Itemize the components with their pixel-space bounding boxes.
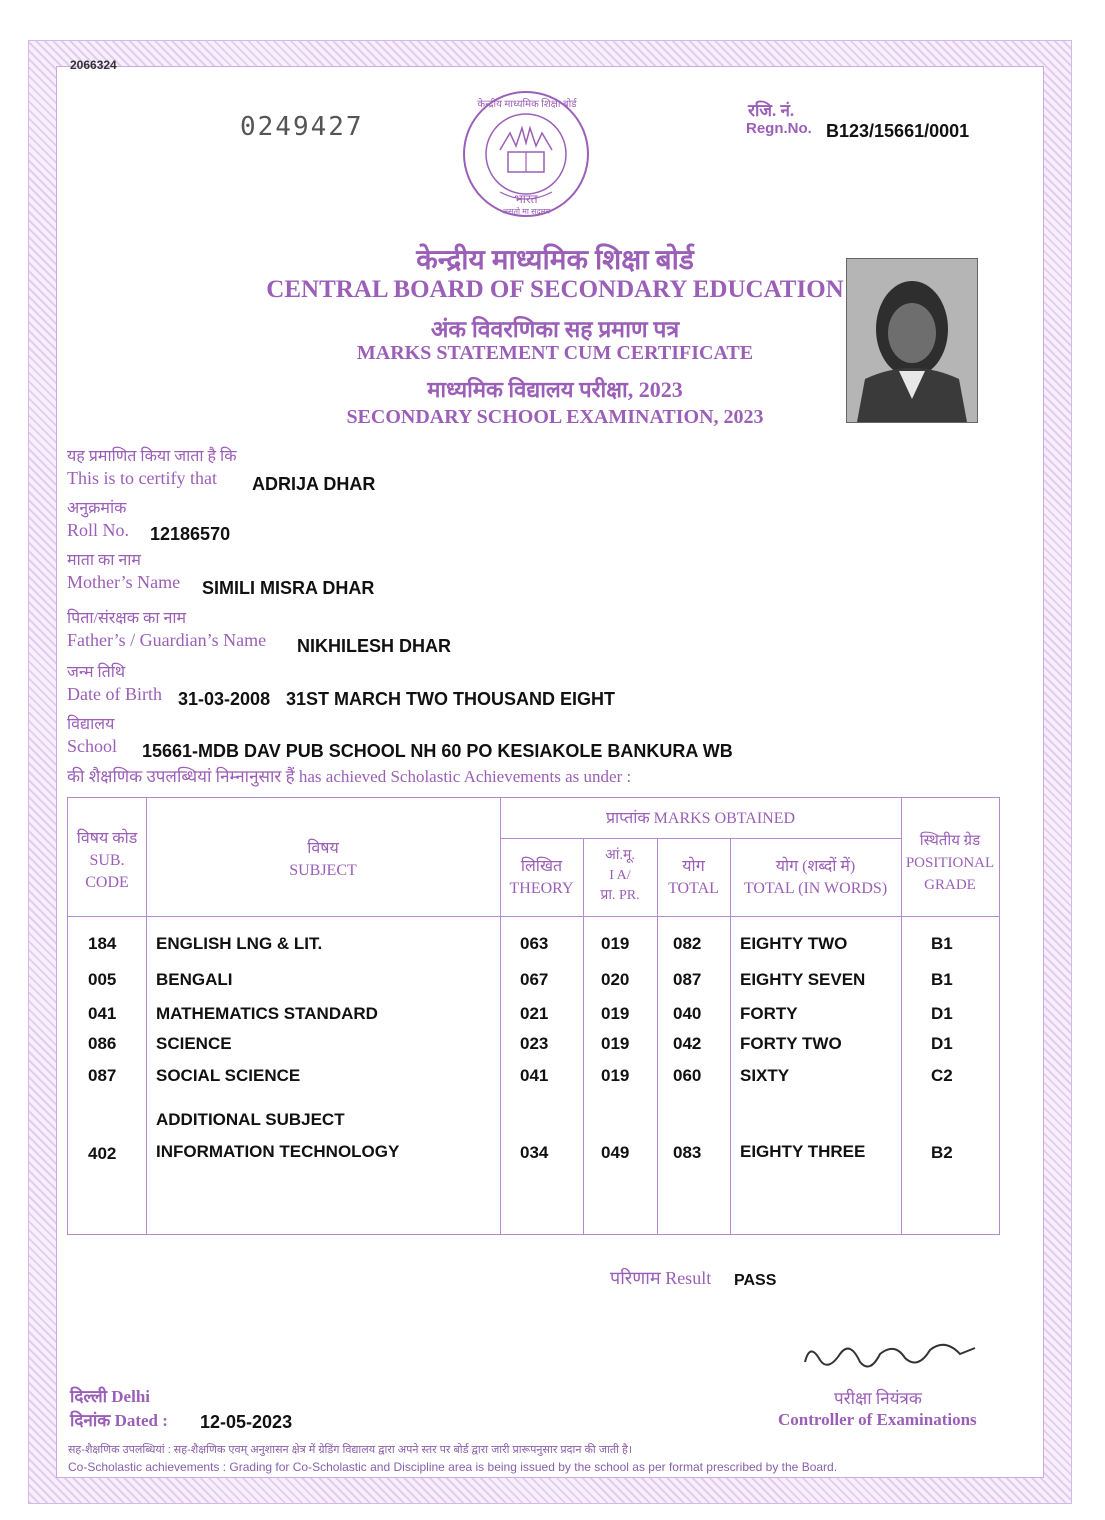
col-subject-hindi: विषय xyxy=(307,840,339,857)
co-scholastic-note-hindi: सह-शैक्षणिक उपलब्धियां : सह-शैक्षणिक एवम् अनुशासन क्षेत्र में ग्रेडिंग विद्यालय द्वारा अपने स्तर पर बोर्ड द्वारा जारी प्रारूपनुसार प्रदान की जाती है। xyxy=(68,1444,633,1456)
col-grade-positional: POSITIONAL xyxy=(905,855,995,871)
col-code-code: CODE xyxy=(85,874,129,891)
row-total: 040 xyxy=(673,1004,702,1023)
emblem-top-text: केन्द्रीय माध्यमिक शिक्षा बोर्ड xyxy=(477,99,577,110)
father-label: Father’s / Guardian’s Name xyxy=(67,630,267,650)
col-theory-hindi: लिखित xyxy=(520,858,563,875)
controller-title-hindi: परीक्षा नियंत्रक xyxy=(834,1389,922,1408)
certificate-number: 0249427 xyxy=(240,112,364,142)
row-subject: BENGALI xyxy=(156,970,233,989)
row-theory: 041 xyxy=(520,1066,549,1085)
row-code: 005 xyxy=(88,970,117,989)
row-code: 087 xyxy=(88,1066,117,1085)
row-theory: 023 xyxy=(520,1034,549,1053)
certify-label-hindi: यह प्रमाणित किया जाता है कि xyxy=(67,448,237,465)
row-theory: 034 xyxy=(520,1143,549,1162)
row-code: 184 xyxy=(88,934,117,953)
result-value: PASS xyxy=(734,1272,777,1289)
school-label: School xyxy=(67,736,118,756)
row-grade: B2 xyxy=(931,1143,953,1162)
father-label-hindi: पिता/संरक्षक का नाम xyxy=(67,610,187,627)
mother-name: SIMILI MISRA DHAR xyxy=(202,578,375,598)
certify-label: This is to certify that xyxy=(67,468,217,488)
row-words: SIXTY xyxy=(740,1066,790,1085)
col-words-label: TOTAL (IN WORDS) xyxy=(743,880,888,897)
father-name: NIKHILESH DHAR xyxy=(297,636,452,656)
exam-title-hindi: माध्यमिक विद्यालय परीक्षा, 2023 xyxy=(427,377,683,402)
regn-number: B123/15661/0001 xyxy=(826,121,970,141)
row-total: 083 xyxy=(673,1143,702,1162)
roll-label: Roll No. xyxy=(67,520,130,540)
additional-subject-label: ADDITIONAL SUBJECT xyxy=(156,1110,345,1129)
col-code-hindi: विषय कोड xyxy=(76,830,138,847)
col-grade-hindi: स्थितीय ग्रेड xyxy=(919,833,981,849)
row-grade: D1 xyxy=(931,1034,953,1053)
board-title: CENTRAL BOARD OF SECONDARY EDUCATION xyxy=(266,276,844,303)
col-code-header xyxy=(68,828,146,894)
row-code: 402 xyxy=(88,1144,117,1163)
row-ia: 019 xyxy=(601,1034,630,1053)
row-ia: 049 xyxy=(601,1143,630,1162)
doc-title-hindi: अंक विवरणिका सह प्रमाण पत्र xyxy=(430,317,680,342)
col-grade-header xyxy=(901,830,999,896)
dob-label: Date of Birth xyxy=(67,684,162,704)
school-name: 15661-MDB DAV PUB SCHOOL NH 60 PO KESIAKOLE BANKURA WB xyxy=(142,741,733,761)
col-total-header xyxy=(657,856,730,900)
dob-value: 31-03-2008 xyxy=(178,689,271,709)
row-subject: MATHEMATICS STANDARD xyxy=(156,1004,378,1023)
row-subject: SOCIAL SCIENCE xyxy=(156,1066,301,1085)
row-grade: B1 xyxy=(931,934,953,953)
row-ia: 019 xyxy=(601,934,630,953)
dob-words: 31ST MARCH TWO THOUSAND EIGHT xyxy=(286,689,616,709)
row-words: EIGHTY THREE xyxy=(740,1142,866,1161)
exam-title: SECONDARY SCHOOL EXAMINATION, 2023 xyxy=(346,406,764,428)
col-code-sub: SUB. xyxy=(89,852,125,869)
co-scholastic-note: Co-Scholastic achievements : Grading for Co-Scholastic and Discipline area is being issued by the school as per format prescribed by the Board. xyxy=(68,1460,838,1474)
col-theory-label: THEORY xyxy=(509,880,574,897)
row-words: FORTY xyxy=(740,1004,798,1023)
row-words: EIGHTY SEVEN xyxy=(740,970,866,989)
row-grade: B1 xyxy=(931,970,953,989)
col-ia-header xyxy=(583,846,657,906)
dated-english: Dated : xyxy=(114,1411,168,1430)
controller-title: Controller of Examinations xyxy=(778,1410,977,1429)
row-words: EIGHTY TWO xyxy=(740,934,848,953)
row-total: 082 xyxy=(673,934,702,953)
col-words-hindi: योग (शब्दों में) xyxy=(775,858,856,875)
student-name: ADRIJA DHAR xyxy=(252,474,376,494)
doc-title: MARKS STATEMENT CUM CERTIFICATE xyxy=(356,342,754,364)
row-code: 041 xyxy=(88,1004,117,1023)
roll-label-hindi: अनुक्रमांक xyxy=(67,500,127,517)
row-code: 086 xyxy=(88,1034,117,1053)
col-ia-label: I A/ xyxy=(609,868,631,883)
row-total: 042 xyxy=(673,1034,702,1053)
col-total-hindi: योग xyxy=(682,858,705,875)
regn-label-hindi: रजि. नं. xyxy=(748,101,795,120)
row-ia: 019 xyxy=(601,1066,630,1085)
row-words: FORTY TWO xyxy=(740,1034,842,1053)
row-subject: SCIENCE xyxy=(156,1034,232,1053)
col-subject-label: SUBJECT xyxy=(289,862,357,879)
col-subject-header xyxy=(146,838,500,882)
achieved-statement: की शैक्षणिक उपलब्धियां निम्नानुसार हैं has achieved Scholastic Achievements as under : xyxy=(67,767,632,786)
dated-label xyxy=(70,1408,168,1431)
col-grade-label: GRADE xyxy=(924,877,976,893)
row-ia: 019 xyxy=(601,1004,630,1023)
place-hindi: दिल्ली xyxy=(70,1387,108,1406)
col-words-header xyxy=(730,856,901,900)
row-ia: 020 xyxy=(601,970,630,989)
col-total-label: TOTAL xyxy=(668,880,719,897)
row-total: 087 xyxy=(673,970,702,989)
place xyxy=(70,1384,150,1407)
col-ia-pr: प्रा. PR. xyxy=(600,888,640,903)
emblem-bharat: भारत xyxy=(514,192,538,206)
student-photo xyxy=(846,258,978,423)
school-label-hindi: विद्यालय xyxy=(67,716,115,733)
serial-number: 2066324 xyxy=(70,58,117,72)
row-total: 060 xyxy=(673,1066,702,1085)
row-grade: C2 xyxy=(931,1066,953,1085)
emblem-motto: असतो मा सद्गमय xyxy=(501,207,551,216)
row-theory: 067 xyxy=(520,970,549,989)
issue-date: 12-05-2023 xyxy=(200,1412,293,1432)
mother-label: Mother’s Name xyxy=(67,572,181,592)
place-english: Delhi xyxy=(111,1387,151,1406)
row-subject: ENGLISH LNG & LIT. xyxy=(156,934,323,953)
marks-obtained-header: प्राप्तांक MARKS OBTAINED xyxy=(605,810,796,827)
dated-hindi: दिनांक xyxy=(70,1411,111,1430)
row-grade: D1 xyxy=(931,1004,953,1023)
mother-label-hindi: माता का नाम xyxy=(67,552,142,569)
row-subject: INFORMATION TECHNOLOGY xyxy=(156,1142,400,1161)
controller-signature xyxy=(800,1332,980,1387)
col-theory-header xyxy=(500,856,583,900)
row-theory: 021 xyxy=(520,1004,549,1023)
roll-number: 12186570 xyxy=(150,524,231,544)
col-ia-hindi: आं.मू. xyxy=(605,848,635,863)
marks-table xyxy=(67,797,1000,1235)
board-title-hindi: केन्द्रीय माध्यमिक शिक्षा बोर्ड xyxy=(416,245,694,276)
row-theory: 063 xyxy=(520,934,549,953)
dob-label-hindi: जन्म तिथि xyxy=(67,664,126,681)
regn-label: Regn.No. xyxy=(746,120,812,137)
result-label: परिणाम Result xyxy=(610,1268,712,1288)
